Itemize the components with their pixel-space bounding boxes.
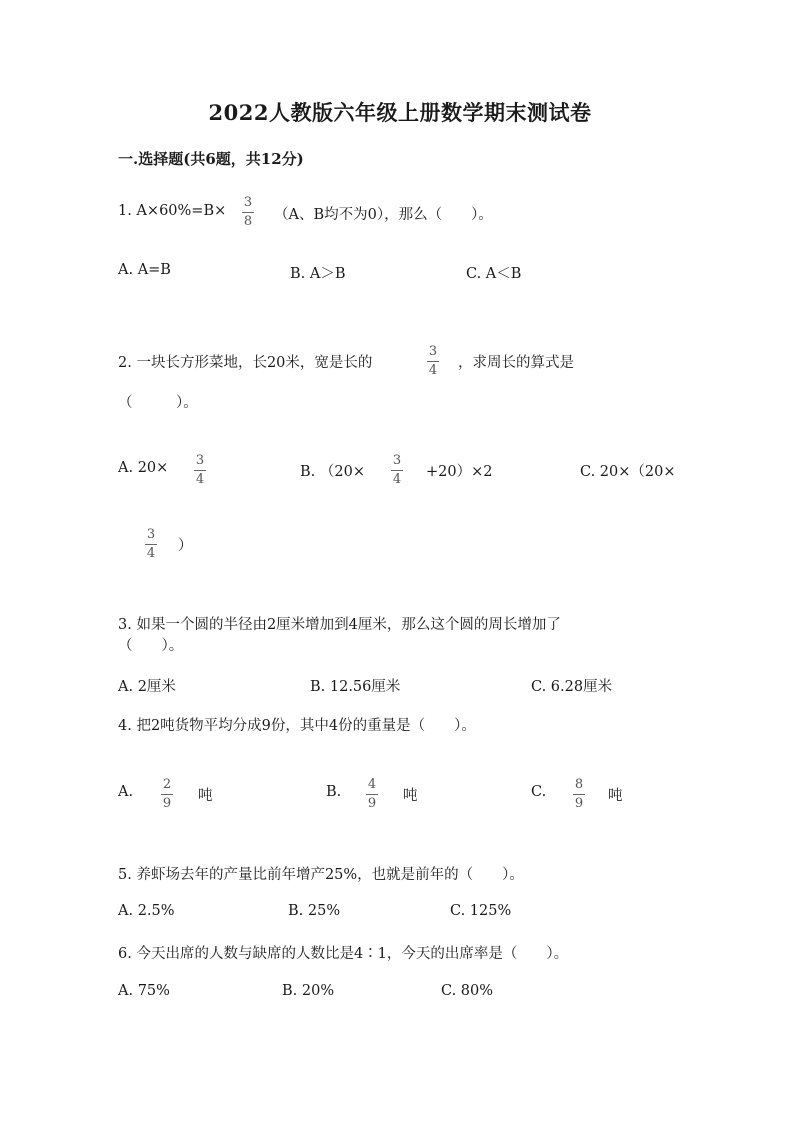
q4-stem: 4. 把2吨货物平均分成9份，其中4份的重量是（ ）。	[118, 718, 476, 734]
q2-option-b[interactable]: B. （20×	[300, 464, 365, 480]
q1-option-b[interactable]: B. A＞B	[290, 266, 346, 282]
q2-option-c-denominator: 4	[146, 546, 156, 561]
q2-option-b-fraction	[391, 454, 403, 486]
q6-stem: 6. 今天出席的人数与缺席的人数比是4∶1，今天的出席率是（ ）。	[118, 946, 569, 962]
q2-fraction-numerator: 3	[428, 344, 438, 359]
q5-option-b[interactable]: B. 25%	[288, 903, 341, 919]
q1-stem-end: （A、B均不为0），那么（ ）。	[274, 207, 493, 223]
q2-option-c-end: ）	[178, 538, 193, 554]
q1-fraction-numerator: 3	[243, 195, 253, 210]
fraction-bar	[194, 470, 206, 471]
q3-option-b[interactable]: B. 12.56厘米	[310, 679, 401, 695]
q2-fraction	[427, 345, 439, 377]
q2-stem-middle: ，求周长的算式是	[458, 355, 574, 371]
q3-stem-end: （ ）。	[118, 638, 184, 654]
fraction-bar	[366, 794, 378, 795]
q1-fraction-denominator: 8	[243, 214, 253, 229]
q2-option-c-numerator: 3	[146, 527, 156, 542]
q5-option-a[interactable]: A. 2.5%	[118, 903, 175, 919]
q1-fraction	[242, 196, 254, 228]
q4-option-a-fraction	[161, 778, 173, 810]
q4-option-c[interactable]: C.	[531, 784, 547, 800]
q4-option-b-denominator: 9	[367, 796, 377, 811]
q4-option-b-numerator: 4	[367, 777, 377, 792]
q2-option-a[interactable]: A. 20×	[118, 460, 169, 476]
q6-option-a[interactable]: A. 75%	[118, 983, 170, 999]
q4-option-b-unit: 吨	[403, 788, 418, 804]
q4-option-c-denominator: 9	[574, 796, 584, 811]
q2-fraction-denominator: 4	[428, 363, 438, 378]
q2-option-c-fraction	[145, 528, 157, 560]
fraction-bar	[573, 794, 585, 795]
q4-option-c-unit: 吨	[608, 788, 623, 804]
page-title: 2022人教版六年级上册数学期末测试卷	[208, 100, 592, 125]
q3-option-a[interactable]: A. 2厘米	[118, 679, 176, 695]
q2-option-a-fraction	[194, 454, 206, 486]
fraction-bar	[391, 470, 403, 471]
q3-stem-start: 3. 如果一个圆的半径由2厘米增加到4厘米，那么这个圆的周长增加了	[118, 617, 561, 633]
fraction-bar	[242, 212, 254, 213]
q6-option-c[interactable]: C. 80%	[441, 983, 494, 999]
q4-option-a-unit: 吨	[198, 788, 213, 804]
q4-option-a-numerator: 2	[162, 777, 172, 792]
q2-stem-end: （ ）。	[118, 395, 198, 411]
fraction-bar	[145, 544, 157, 545]
q4-option-b[interactable]: B.	[326, 784, 342, 800]
q2-option-a-numerator: 3	[195, 453, 205, 468]
q5-stem: 5. 养虾场去年的产量比前年增产25%，也就是前年的（ ）。	[118, 867, 524, 883]
q5-option-c[interactable]: C. 125%	[450, 903, 512, 919]
q4-option-a[interactable]: A.	[118, 784, 134, 800]
q1-stem-start: 1. A×60%=B×	[118, 203, 227, 219]
q2-option-b-numerator: 3	[392, 453, 402, 468]
fraction-bar	[427, 361, 439, 362]
section-heading: 一.选择题(共6题，共12分)	[118, 150, 304, 168]
fraction-bar	[161, 794, 173, 795]
q4-option-c-fraction	[573, 778, 585, 810]
q2-option-a-denominator: 4	[195, 472, 205, 487]
q2-stem-start: 2. 一块长方形菜地，长20米，宽是长的	[118, 355, 373, 371]
q6-option-b[interactable]: B. 20%	[282, 983, 335, 999]
q4-option-a-denominator: 9	[162, 796, 172, 811]
q4-option-b-fraction	[366, 778, 378, 810]
q3-option-c[interactable]: C. 6.28厘米	[531, 679, 613, 695]
q2-option-c[interactable]: C. 20×（20×	[580, 464, 676, 480]
q4-option-c-numerator: 8	[574, 777, 584, 792]
q1-option-a[interactable]: A. A=B	[118, 262, 171, 278]
q2-option-b-denominator: 4	[392, 472, 402, 487]
q1-option-c[interactable]: C. A＜B	[466, 266, 522, 282]
q2-option-b-end: +20）×2	[426, 464, 493, 480]
